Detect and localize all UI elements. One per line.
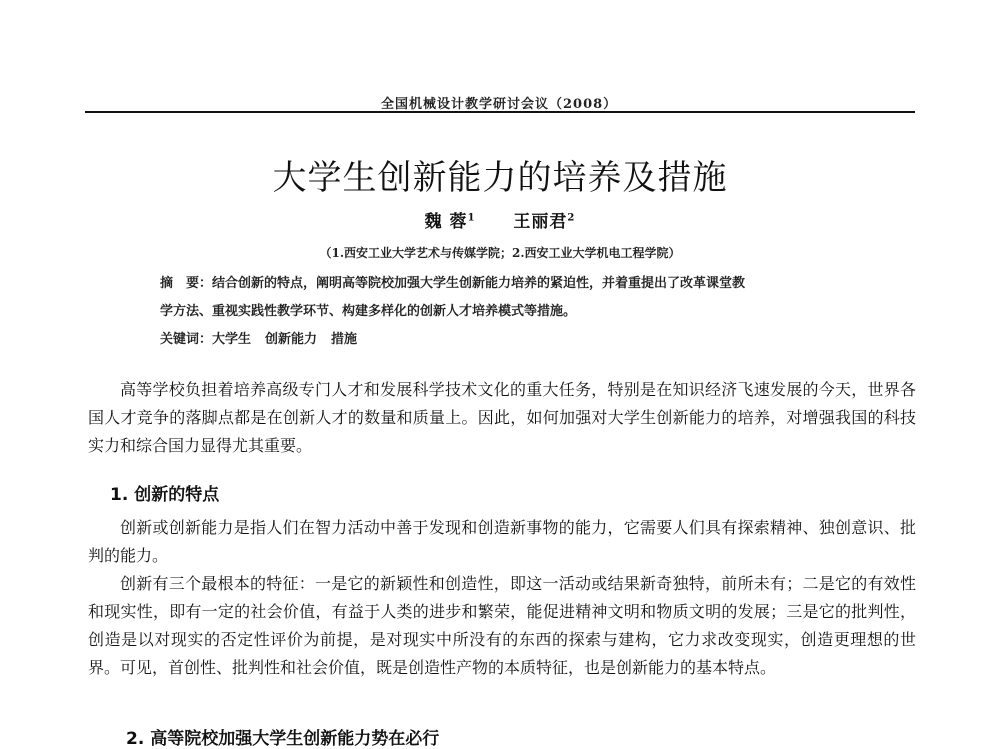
abstract-label: 摘 要：: [160, 276, 213, 291]
body-paragraph: 创新或创新能力是指人们在智力活动中善于发现和创造新事物的能力，它需要人们具有探索精神、独创意识、批判的能力。: [88, 518, 916, 565]
running-header: 全国机械设计教学研讨会议（2008）: [381, 97, 618, 112]
author-name: 王丽君: [513, 212, 568, 232]
keywords-label: 关键词：: [160, 332, 213, 347]
keywords: [160, 328, 860, 347]
abstract-text: 结合创新的特点，阐明高等院校加强大学生创新能力培养的紧迫性，并着重提出了改革课堂教: [212, 276, 746, 291]
keyword: 措施: [331, 332, 358, 347]
keyword: 大学生: [212, 332, 252, 347]
paper-title: 大学生创新能力的培养及措施: [272, 158, 728, 198]
abstract-text: 学方法、重视实践性教学环节、构建多样化的创新人才培养模式等措施。: [160, 304, 577, 319]
body-paragraph: 创新有三个最根本的特征：一是它的新颖性和创造性，即这一活动或结果新奇独特，前所未有；二是它的有效性和现实性，即有一定的社会价值，有益于人类的进步和繁荣，能促进精神文明和物质文明的发展；三是它的批判性，创造是以对现实的否定性评价为前提，是对现实中所没有的东西的探索与建构，它力求改变现实，创造更理想的世界。可见，首创性、批判性和社会价值，既是创造性产物的本质特征，也是创新能力的基本特点。: [88, 574, 916, 677]
keyword: 创新能力: [265, 332, 318, 347]
abstract: [160, 270, 860, 326]
header-rule: [85, 111, 915, 113]
author-affiliation-mark: 2: [567, 212, 576, 224]
author-line: [0, 207, 1000, 232]
affiliations: （1.西安工业大学艺术与传媒学院；2.西安工业大学机电工程学院）: [319, 246, 681, 260]
section-heading: 1. 创新的特点: [110, 485, 220, 505]
author-name: 魏 蓉: [424, 212, 468, 232]
author-affiliation-mark: 1: [467, 212, 476, 224]
section-heading: 2. 高等院校加强大学生创新能力势在必行: [126, 729, 440, 749]
intro-paragraph: 高等学校负担着培养高级专门人才和发展科学技术文化的重大任务，特别是在知识经济飞速发展的今天，世界各国人才竞争的落脚点都是在创新人才的数量和质量上。因此，如何加强对大学生创新能力的培养，对增强我国的科技实力和综合国力显得尤其重要。: [88, 380, 916, 455]
